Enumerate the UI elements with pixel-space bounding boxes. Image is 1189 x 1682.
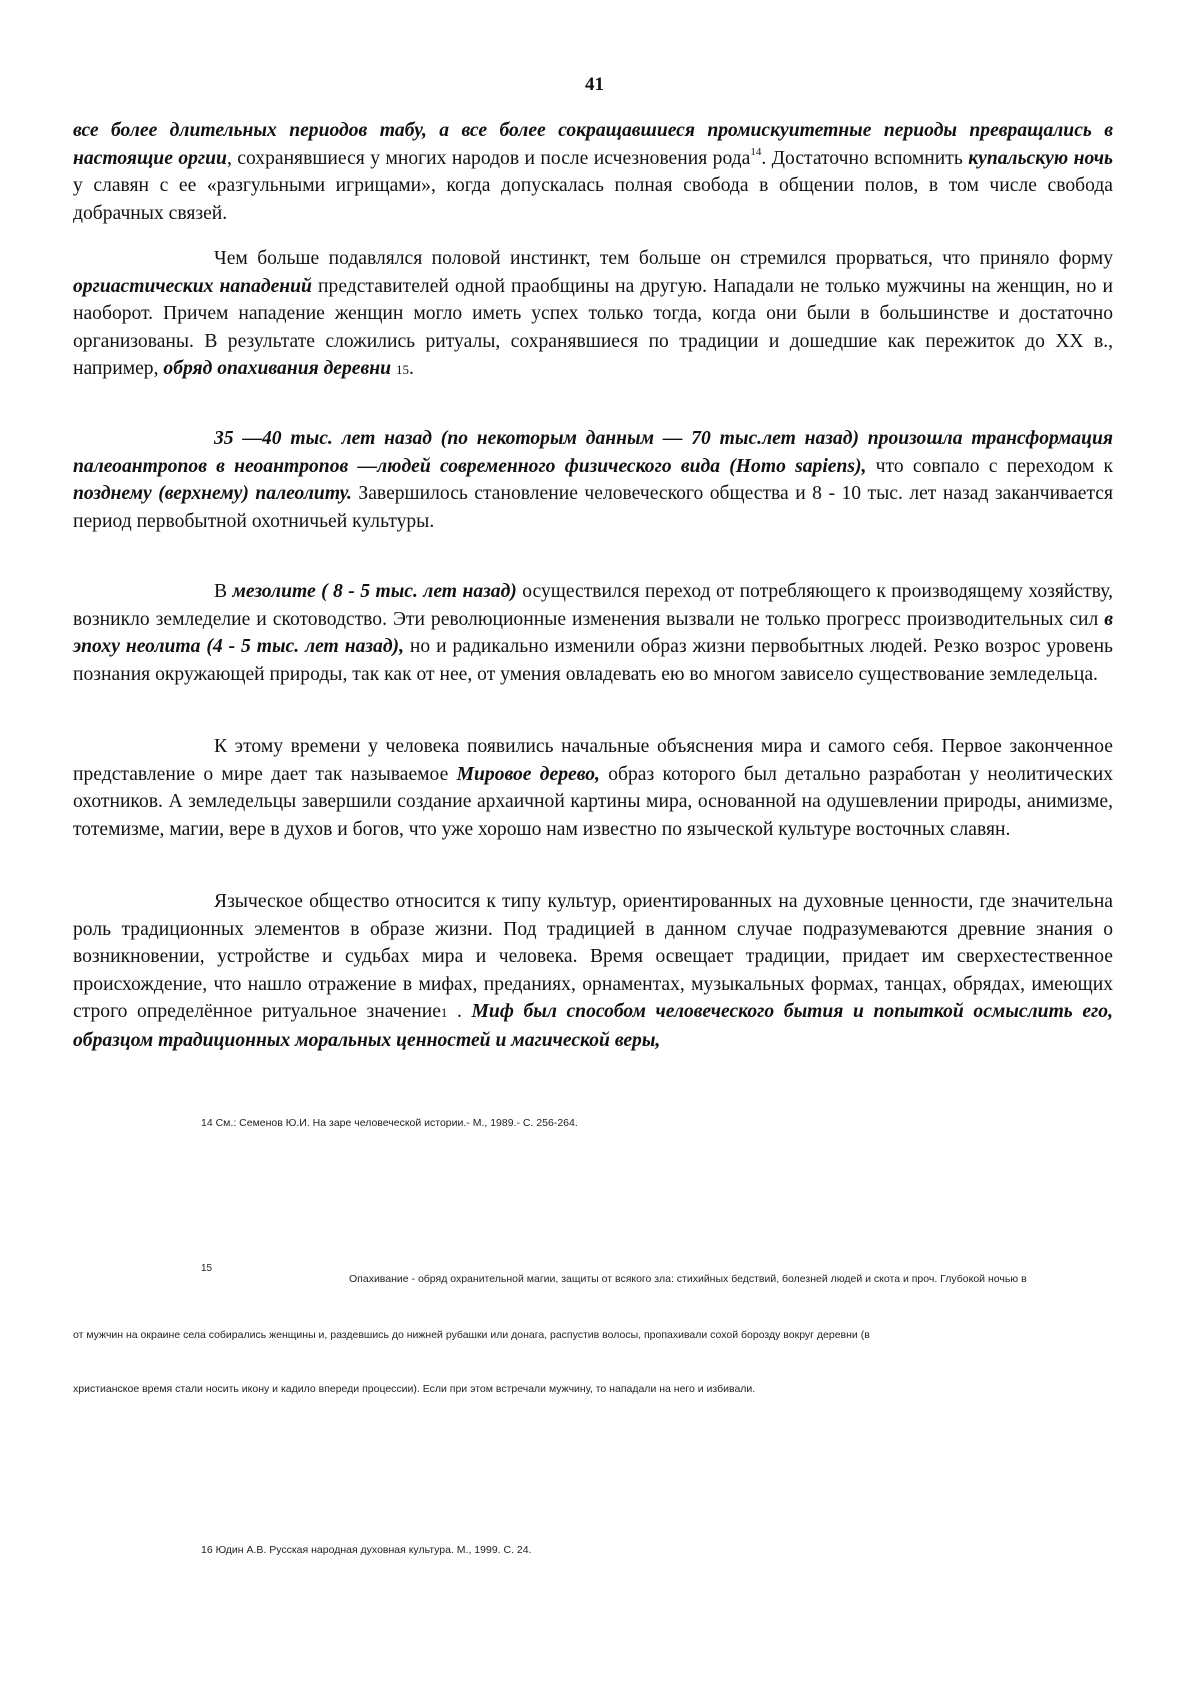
body-text — [73, 425, 1113, 535]
body-text — [73, 733, 1113, 843]
body-text — [73, 888, 1113, 1054]
footnote-16-text: 16 Юдин А.В. Русская народная духовная культура. М., 1999. С. 24. — [201, 1544, 532, 1556]
text-run: представителей одной праобщины на другую. Нападали не только мужчины на женщин, но и наоборот. Причем нападение женщин могло иметь успех только тогда, когда они были в большинстве и достаточно организованы. В результате сложились ритуалы, сохранявшиеся по традиции и дошедшие как пережиток до XX в., например, — [73, 275, 1113, 379]
emphasis-text: 35 —40 тыс. лет назад (по некоторым данным — 70 тыс.лет назад) произошла трансформация палеоантропов в неоантропов —людей современного физического вида (Homo sapiens), — [73, 428, 1113, 477]
paragraph — [73, 245, 1113, 384]
paragraph — [73, 733, 1113, 843]
text-run: Языческое общество относится к типу культур, ориентированных на духовные ценности, где значительна роль традиционных элементов в образе жизни. Под традицией в данном случае подразумеваются древние знания о возникновении, устройстве и судьбах мира и человека. Время освещает традиции, придает им сверхестественное происхождение, что нашло отражение в мифах, преданиях, орнаментах, музыкальных формах, танцах, обрядах, имеющих строго определённое ритуальное значение — [73, 891, 1113, 1022]
footnote-15-line-1 — [349, 1273, 1027, 1285]
text-run: , сохранявшиеся у многих народов и после исчезновения рода — [226, 147, 751, 169]
text-run: Завершилось становление человеческого общества и 8 - 10 тыс. лет назад заканчивается период первобытной охотничьей культуры. — [73, 483, 1113, 532]
footnote-14 — [201, 1117, 578, 1129]
paragraph — [73, 425, 1113, 535]
footnote-15-line-3 — [73, 1383, 755, 1395]
body-text — [73, 117, 1113, 227]
text-run: К этому времени у человека появились начальные объяснения мира и самого себя. Первое законченное представление о мире дает так называемое — [73, 736, 1113, 785]
text-run: образ которого был детально разработан у неолитических охотников. А земледельцы завершили создание архаичной картины мира, основанной на одушевлении природы, анимизме, тотемизме, магии, вере в духов и богов, что уже хорошо нам известно по языческой культуре восточных славян. — [73, 763, 1113, 840]
text-run: Чем больше подавлялся половой инстинкт, тем больше он стремился прорваться, что приняло форму — [214, 248, 1113, 269]
footnote-ref: 15 — [395, 362, 409, 377]
footnote-16 — [201, 1544, 532, 1556]
text-run: что совпало с переходом к — [866, 455, 1113, 477]
footnote-ref: 14 — [750, 145, 762, 158]
text-run: . Достаточно вспомнить — [761, 147, 969, 169]
text-run: . — [408, 358, 414, 379]
body-text — [73, 578, 1113, 688]
text-run: . — [447, 1001, 472, 1022]
emphasis-text: Миф был способом человеческого бытия и попыткой осмыслить его, образцом традиционных моральных ценностей и магической веры, — [73, 1001, 1113, 1051]
emphasis-text: купальскую ночь — [968, 147, 1113, 169]
footnote-15-line-2 — [73, 1329, 870, 1341]
body-text — [73, 245, 1113, 384]
footnote-15-line-1-text: Опахивание - обряд охранительной магии, защиты от всякого зла: стихийных бедствий, болезней людей и скота и проч. Глубокой ночью в — [349, 1273, 1027, 1285]
text-run: В — [214, 581, 233, 602]
page-number: 41 — [585, 74, 604, 95]
paragraph — [73, 578, 1113, 688]
footnote-ref: 1 — [440, 1005, 448, 1020]
text-run: но и радикально изменили образ жизни первобытных людей. Резко возрос уровень познания окружающей природы, так как от нее, от умения овладевать ею во многом зависело существование земледельца. — [73, 636, 1113, 685]
emphasis-text: все более длительных периодов табу, а все более сокращавшиеся промискуитетные периоды превращались в настоящие оргии — [73, 120, 1113, 169]
emphasis-text: Мировое дерево, — [456, 763, 600, 785]
emphasis-text: мезолите ( 8 - 5 тыс. лет назад) — [232, 581, 517, 602]
text-run: осуществился переход от потребляющего к производящему хозяйству, возникло земледелие и скотоводство. Эти революционные изменения вызвали не только прогресс производительных сил — [73, 581, 1113, 630]
footnote-15-line-2-text: от мужчин на окраине села собирались женщины и, раздевшись до нижней рубашки или донага, распустив волосы, пропахивали сохой борозду вокруг деревни (в — [73, 1329, 870, 1341]
footnote-15-marker — [201, 1262, 212, 1274]
emphasis-text: в эпоху неолита (4 - 5 тыс. лет назад), — [73, 608, 1113, 657]
footnote-14-text: 14 См.: Семенов Ю.И. На заре человеческой истории.- М., 1989.- С. 256-264. — [201, 1117, 578, 1129]
paragraph — [73, 888, 1113, 1054]
paragraph — [73, 117, 1113, 227]
footnote-15-number: 15 — [201, 1263, 213, 1274]
footnote-15-line-3-text: христианское время стали носить икону и кадило впереди процессии). Если при этом встречали мужчину, то нападали на него и избивали. — [73, 1383, 756, 1395]
emphasis-text: обряд опахивания деревни — [163, 358, 392, 379]
text-run: у славян с ее «разгульными игрищами», когда допускалась полная свобода в общении полов, в том числе свобода добрачных связей. — [73, 175, 1113, 224]
emphasis-text: позднему (верхнему) палеолиту. — [73, 483, 352, 504]
emphasis-text: оргиастических нападений — [73, 275, 312, 297]
